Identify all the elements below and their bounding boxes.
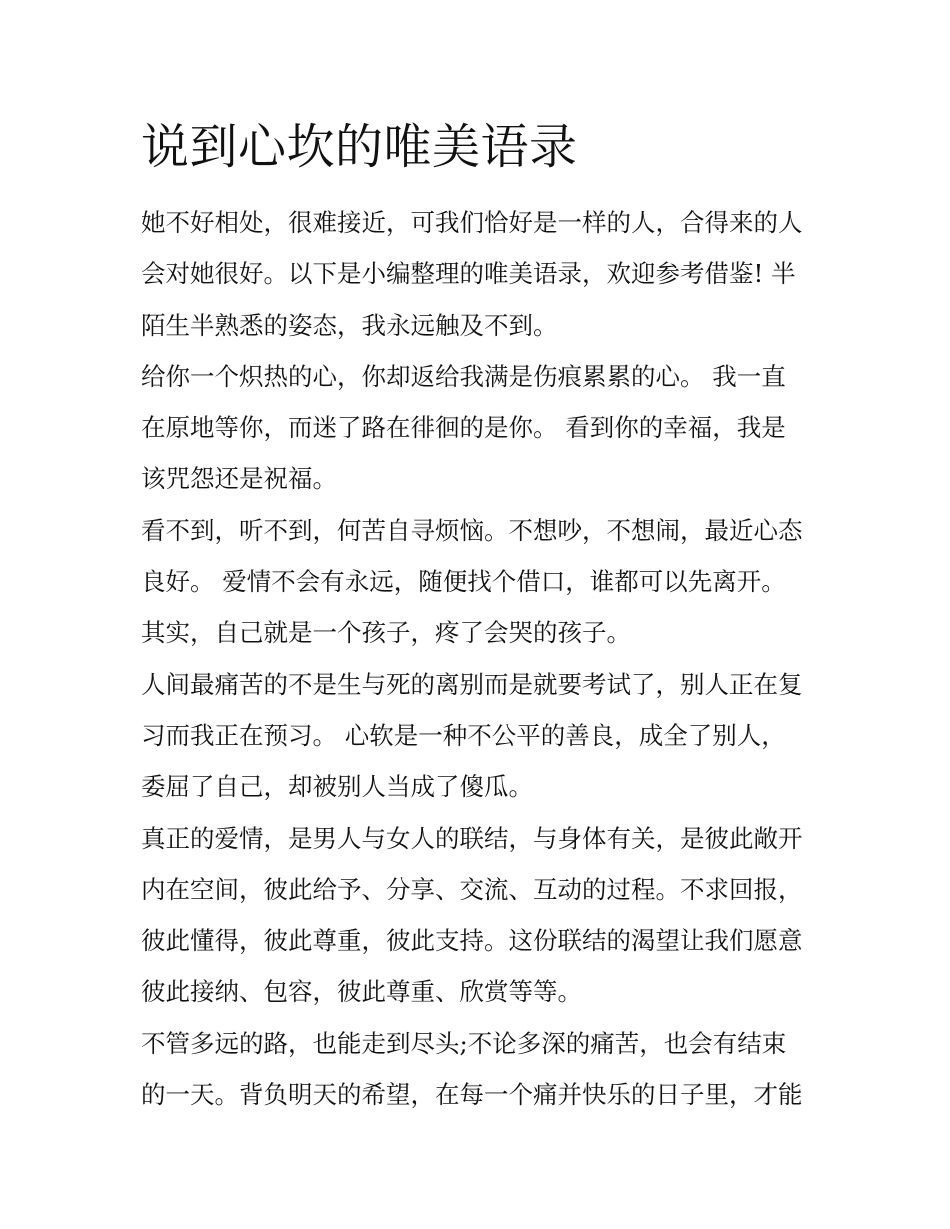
text-line: 彼此懂得，彼此尊重，彼此支持。这份联结的渴望让我们愿意: [141, 926, 803, 956]
text-line: 她不好相处，很难接近，可我们恰好是一样的人，合得来的人: [141, 208, 803, 237]
text-line: 良好。 爱情不会有永远，随便找个借口，谁都可以先离开。: [141, 567, 786, 597]
text-line: 委屈了自己，却被别人当成了傻瓜。: [141, 772, 533, 802]
text-line: 彼此接纳、包容，彼此尊重、欣赏等等。: [141, 977, 582, 1007]
text-line: 在原地等你，而迷了路在徘徊的是你。 看到你的幸福，我是: [141, 413, 786, 443]
text-line: 人间最痛苦的不是生与死的离别而是就要考试了，别人正在复: [141, 669, 803, 699]
document-body: [141, 197, 821, 1120]
text-line: 该咒怨还是祝福。: [141, 464, 337, 494]
text-line: 不管多远的路，也能走到尽头;不论多深的痛苦，也会有结束: [141, 1028, 787, 1058]
text-line: 给你一个炽热的心，你却返给我满是伤痕累累的心。 我一直: [141, 361, 786, 391]
text-line: 陌生半熟悉的姿态，我永远触及不到。: [141, 310, 558, 340]
text-line: 习而我正在预习。 心软是一种不公平的善良，成全了别人，: [141, 720, 786, 750]
text-line: 内在空间，彼此给予、分享、交流、互动的过程。不求回报，: [141, 874, 803, 904]
text-line: 的一天。背负明天的希望，在每一个痛并快乐的日子里，才能: [141, 1080, 803, 1110]
text-line: 其实，自己就是一个孩子，疼了会哭的孩子。: [141, 618, 631, 648]
document-title: 说到心坎的唯美语录: [141, 119, 578, 175]
text-line: 会对她很好。以下是小编整理的唯美语录，欢迎参考借鉴! 半: [141, 259, 796, 289]
text-line: 真正的爱情，是男人与女人的联结，与身体有关，是彼此敞开: [141, 823, 803, 853]
text-line: 看不到，听不到，何苦自寻烦恼。不想吵，不想闹，最近心态: [141, 515, 803, 545]
